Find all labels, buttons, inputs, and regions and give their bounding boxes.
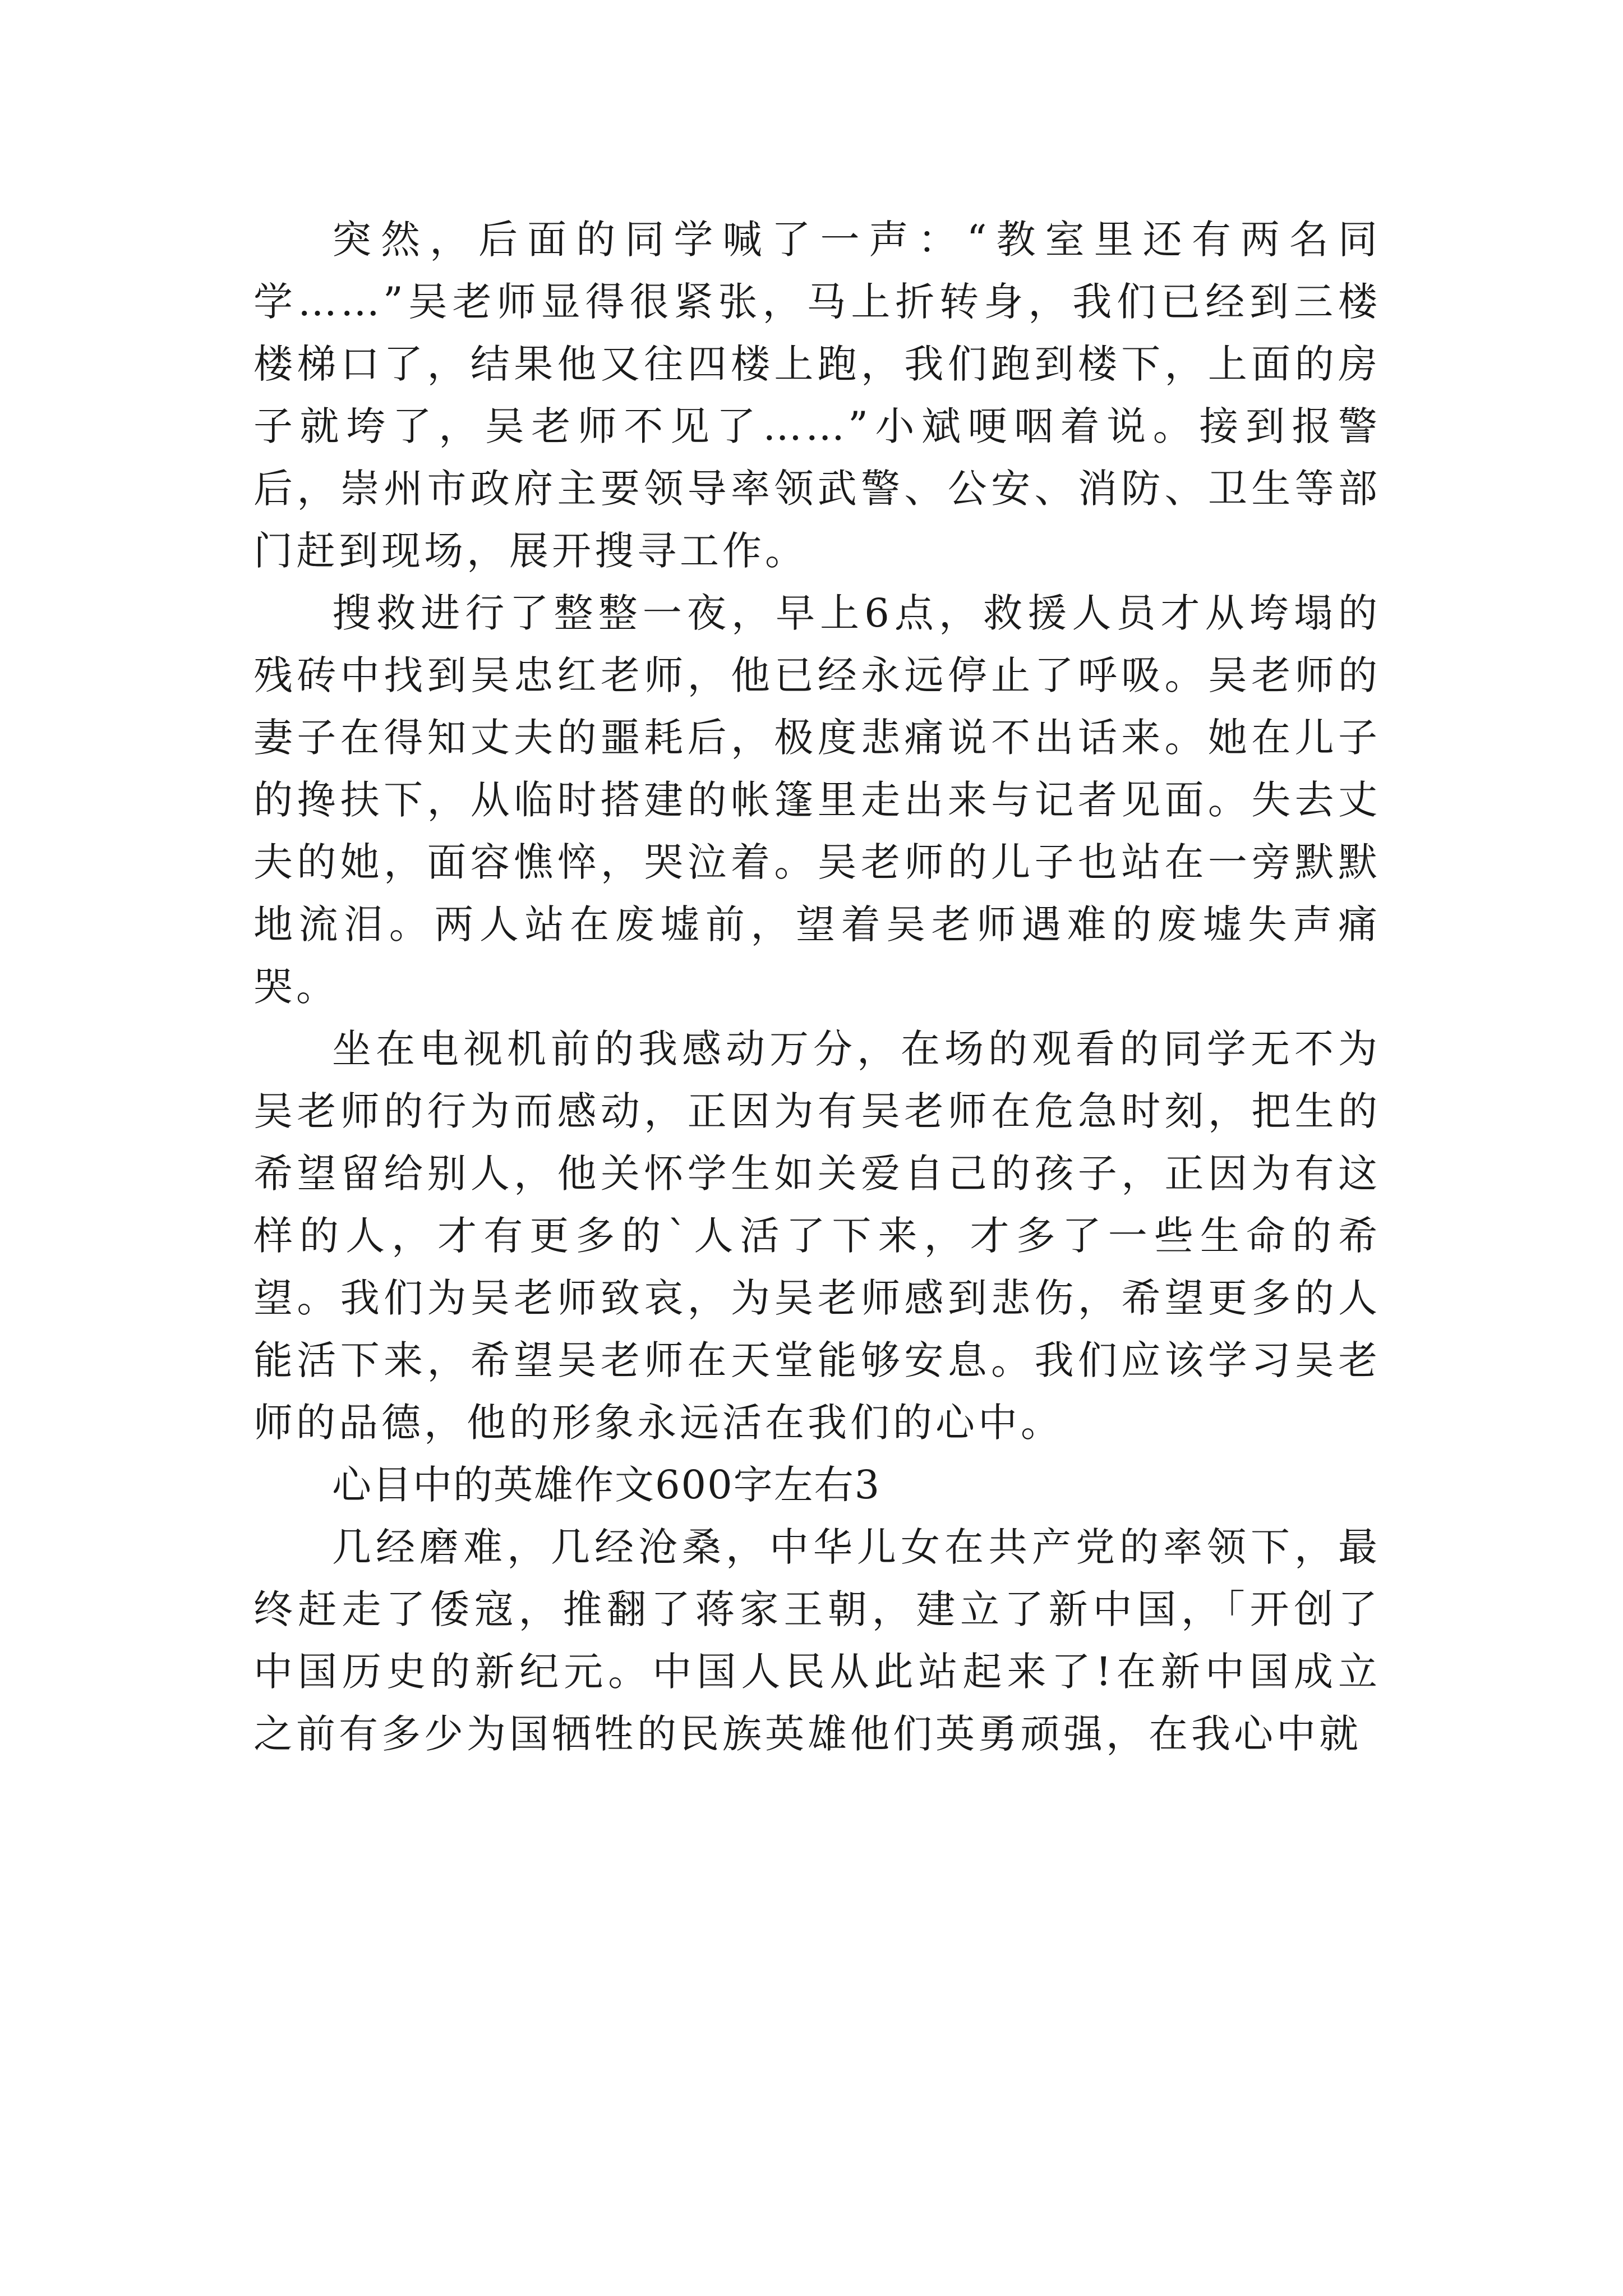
document-body	[253, 209, 1381, 1765]
paragraph-rescue-account: 突然，后面的同学喊了一声：“教室里还有两名同学……”吴老师显得很紧张，马上折转身，我们已经到三楼楼梯口了，结果他又往四楼上跑，我们跑到楼下，上面的房子就垮了，吴老师不见了……”小斌哽咽着说。接到报警后，崇州市政府主要领导率领武警、公安、消防、卫生等部门赶到现场，展开搜寻工作。	[253, 217, 1381, 574]
paragraph-history: 几经磨难，几经沧桑，中华儿女在共产党的率领下，最终赶走了倭寇，推翻了蒋家王朝，建立了新中国，「开创了中国历史的新纪元。中国人民从此站起来了!在新中国成立之前有多少为国牺牲的民族英雄他们英勇顽强，在我心中就	[253, 1524, 1381, 1757]
section-heading: 心目中的英雄作文600字左右3	[332, 1462, 881, 1508]
paragraph-search-result: 搜救进行了整整一夜，早上6点，救援人员才从垮塌的残砖中找到吴忠红老师，他已经永远停止了呼吸。吴老师的妻子在得知丈夫的噩耗后，极度悲痛说不出话来。她在儿子的搀扶下，从临时搭建的帐篷里走出来与记者见面。失去丈夫的她，面容憔悴，哭泣着。吴老师的儿子也站在一旁默默地流泪。两人站在废墟前，望着吴老师遇难的废墟失声痛哭。	[253, 590, 1381, 1010]
paragraph-reflection: 坐在电视机前的我感动万分，在场的观看的同学无不为吴老师的行为而感动，正因为有吴老师在危急时刻，把生的希望留给别人，他关怀学生如关爱自己的孩子，正因为有这样的人，才有更多的`人活了下来，才多了一些生命的希望。我们为吴老师致哀，为吴老师感到悲伤，希望更多的人能活下来，希望吴老师在天堂能够安息。我们应该学习吴老师的品德，他的形象永远活在我们的心中。	[253, 1026, 1381, 1446]
